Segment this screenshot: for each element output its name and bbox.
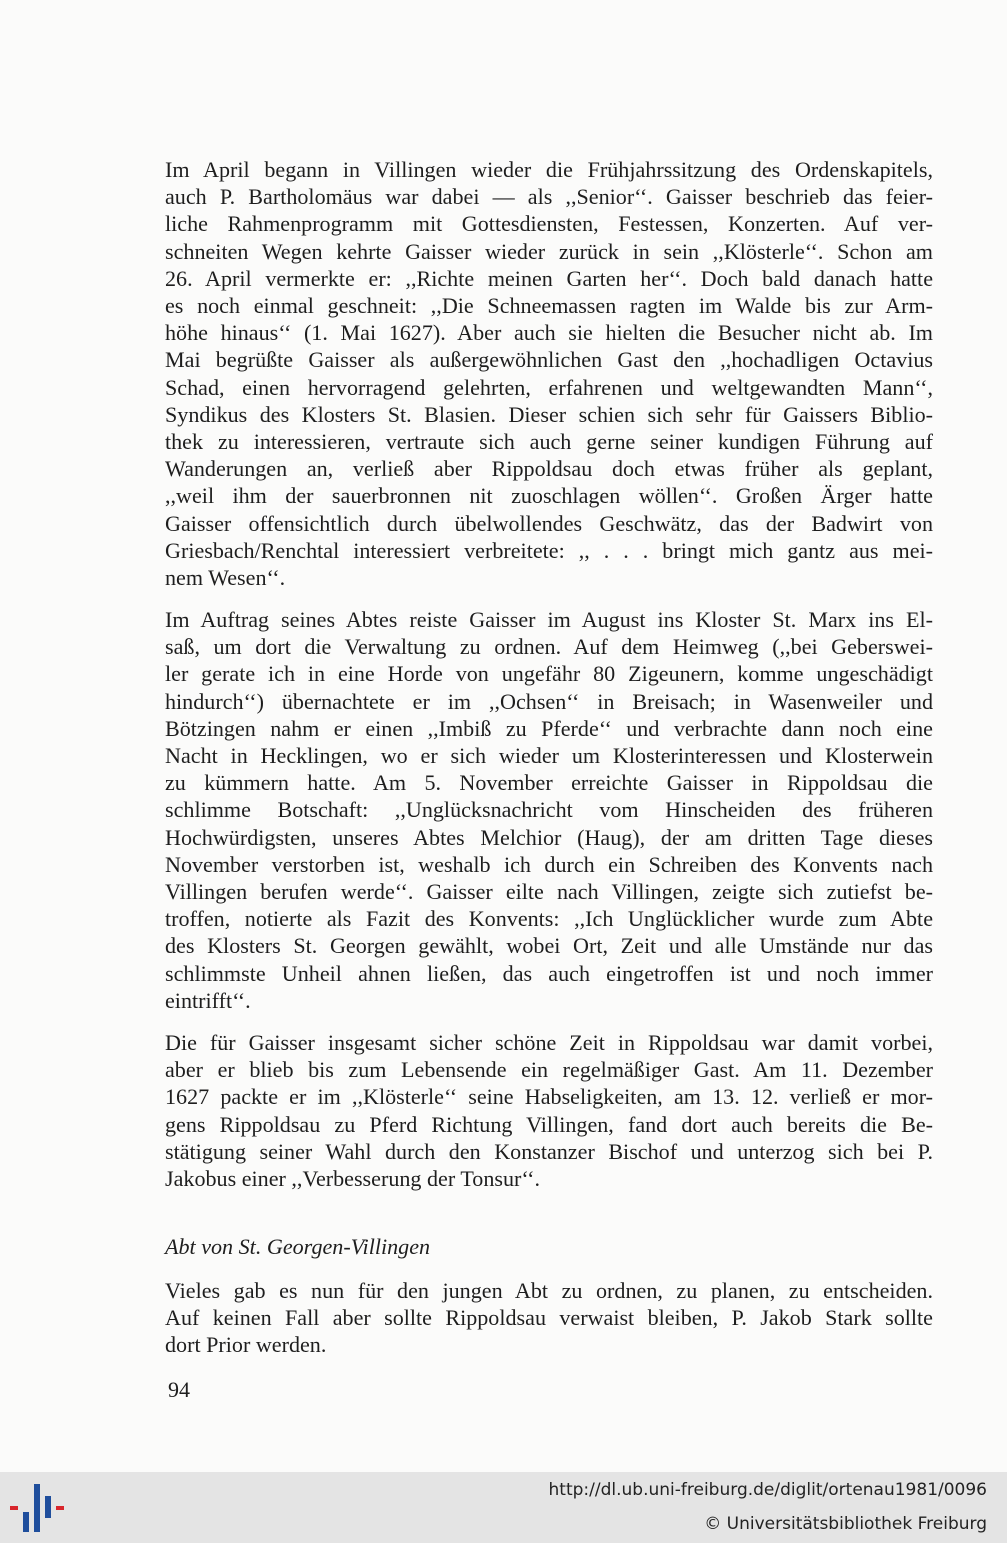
footer-bar <box>0 1472 1007 1543</box>
paragraph-4 <box>165 1277 933 1359</box>
text-line: stätigung seiner Wahl durch den Konstanzer Bischof und unterzog sich bei P. <box>165 1138 933 1164</box>
text-line: schlimme Botschaft: ,,Unglücksnachricht vom Hinscheiden des früheren <box>165 797 933 823</box>
text-line: ,,weil ihm der sauerbronnen nit zuoschlagen wöllen‘‘. Großen Ärger hatte <box>165 483 933 509</box>
text-line: es noch einmal geschneit: ,,Die Schneemassen ragten im Walde bis zur Arm- <box>165 293 933 319</box>
text-line: Im Auftrag seines Abtes reiste Gaisser im August ins Kloster St. Marx ins El- <box>165 607 933 632</box>
text-line: troffen, notierte als Fazit des Konvents: ,,Ich Unglücklicher wurde zum Abte <box>165 906 933 932</box>
text-line: Im April begann in Villingen wieder die Frühjahrssitzung des Ordenskapitels, <box>165 157 933 182</box>
text-line: Wanderungen an, verließ aber Rippoldsau doch etwas früher als geplant, <box>165 456 933 482</box>
text-line: November verstorben ist, weshalb ich durch ein Schreiben des Konvents nach <box>165 851 933 877</box>
text-line: schneiten Wegen kehrte Gaisser wieder zurück in sein ,,Klösterle‘‘. Schon am <box>165 238 933 264</box>
text-line: schlimmste Unheil ahnen ließen, das auch eingetroffen ist und noch immer <box>165 960 933 986</box>
text-line: liche Rahmenprogramm mit Gottesdiensten, Festessen, Konzerten. Auf ver- <box>165 211 933 237</box>
paragraph-1 <box>165 156 933 591</box>
text-line: thek zu interessieren, vertraute sich auch gerne seiner kundigen Führung auf <box>165 429 933 455</box>
text-line: Vieles gab es nun für den jungen Abt zu ordnen, zu planen, zu entscheiden. <box>165 1278 933 1303</box>
text-line: Villingen berufen werde‘‘. Gaisser eilte nach Villingen, zeigte sich zutiefst be- <box>165 879 933 905</box>
text-line: 26. April vermerkte er: ,,Richte meinen Garten her‘‘. Doch bald danach hatte <box>165 265 933 291</box>
text-line: höhe hinaus‘‘ (1. Mai 1627). Aber auch sie hielten die Besucher nicht ab. Im <box>165 320 933 346</box>
text-line: gens Rippoldsau zu Pferd Richtung Villingen, fand dort auch bereits die Be- <box>165 1111 933 1137</box>
text-line: auch P. Bartholomäus war dabei — als ,,Senior‘‘. Gaisser beschrieb das feier- <box>165 184 933 210</box>
text-line: Griesbach/Renchtal interessiert verbreitete: ,, . . . bringt mich gantz aus mei- <box>165 537 933 563</box>
text-line: aber er blieb bis zum Lebensende ein regelmäßiger Gast. Am 11. Dezember <box>165 1057 933 1083</box>
text-line: zu kümmern hatte. Am 5. November erreichte Gaisser in Rippoldsau die <box>165 770 933 796</box>
text-line: des Klosters St. Georgen gewählt, wobei Ort, Zeit und alle Umstände nur das <box>165 933 933 959</box>
text-line: Jakobus einer ,,Verbesserung der Tonsur‘‘. <box>165 1166 540 1192</box>
text-line: Auf keinen Fall aber sollte Rippoldsau verwaist bleiben, P. Jakob Stark sollte <box>165 1305 933 1331</box>
text-line: Die für Gaisser insgesamt sicher schöne Zeit in Rippoldsau war damit vorbei, <box>165 1030 933 1055</box>
text-line: ler gerate ich in eine Horde von ungefähr 80 Zigeunern, komme ungeschädigt <box>165 661 933 687</box>
text-line: Schad, einen hervorragend gelehrten, erfahrenen und weltgewandten Mann‘‘, <box>165 374 933 400</box>
text-line: hindurch‘‘) übernachtete er im ,,Ochsen‘‘ in Breisach; in Wasenweiler und <box>165 688 933 714</box>
section-heading: Abt von St. Georgen-Villingen <box>165 1234 431 1259</box>
paragraph-2 <box>165 606 933 1014</box>
text-line: saß, um dort die Verwaltung zu ordnen. Auf dem Heimweg (,,bei Geberswei- <box>165 634 933 660</box>
text-line: Gaisser offensichtlich durch übelwollendes Geschwätz, das der Badwirt von <box>165 510 933 536</box>
ub-freiburg-logo-icon[interactable] <box>10 1482 64 1534</box>
text-line: eintrifft‘‘. <box>165 987 251 1013</box>
text-line: Syndikus des Klosters St. Blasien. Dieser schien sich sehr für Gaissers Biblio- <box>165 401 933 427</box>
paragraph-3 <box>165 1029 933 1192</box>
page-number: 94 <box>168 1377 190 1402</box>
text-line: nem Wesen‘‘. <box>165 565 286 591</box>
copyright-notice: © Universitätsbibliothek Freiburg <box>704 1514 987 1534</box>
text-line: Hochwürdigsten, unseres Abtes Melchior (Haug), der am dritten Tage dieses <box>165 824 933 850</box>
text-line: dort Prior werden. <box>165 1332 327 1358</box>
text-line: Bötzingen nahm er einen ,,Imbiß zu Pferde‘‘ und verbrachte dann noch eine <box>165 715 933 741</box>
text-line: Mai begrüßte Gaisser als außergewöhnlichen Gast den ,,hochadligen Octavius <box>165 347 933 373</box>
text-line: 1627 packte er im ,,Klösterle‘‘ seine Habseligkeiten, am 13. 12. verließ er mor- <box>165 1084 933 1110</box>
source-url-link[interactable]: http://dl.ub.uni-freiburg.de/diglit/ortenau1981/0096 <box>548 1480 987 1500</box>
text-line: Nacht in Hecklingen, wo er sich wieder um Klosterinteressen und Klosterwein <box>165 743 933 769</box>
